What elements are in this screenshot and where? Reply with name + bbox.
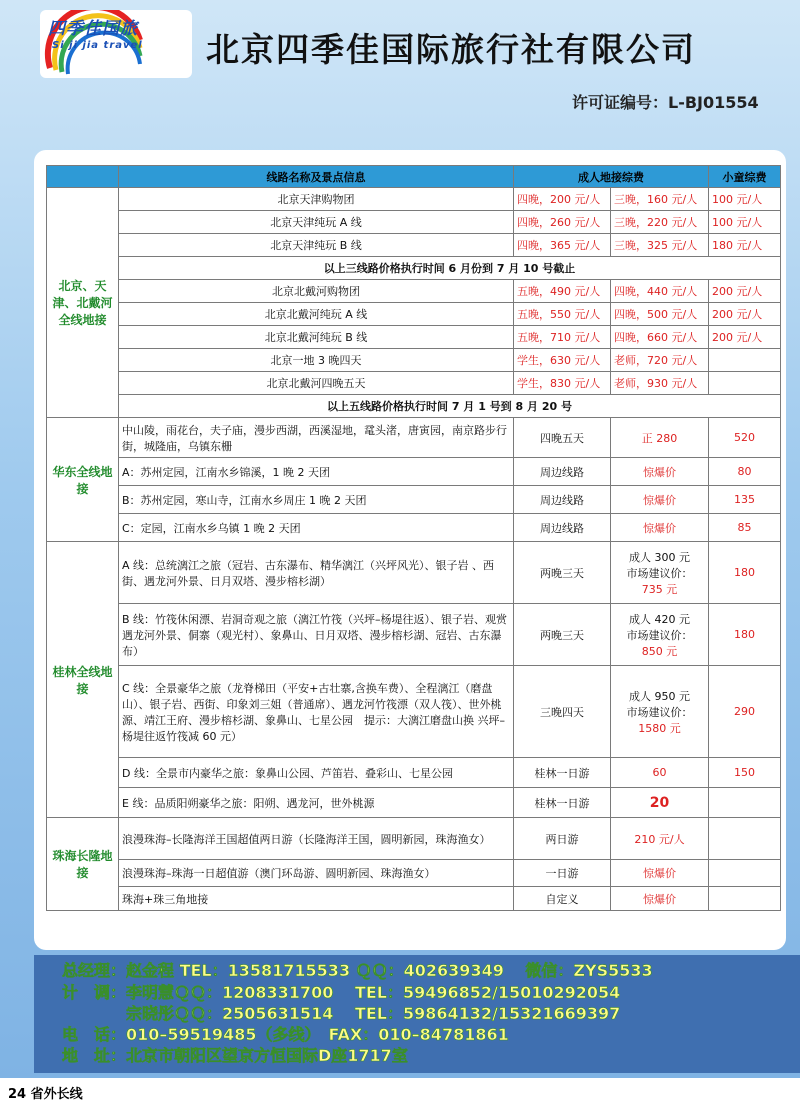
contact-planner-2: 宗晓彤ＱＱ：2505631514 TEL：59864132/15321669397 bbox=[62, 1004, 621, 1023]
child-price bbox=[709, 860, 781, 887]
header-adult: 成人地接综费 bbox=[514, 166, 709, 188]
adult-price: 三晚，160 元/人 bbox=[611, 188, 709, 211]
route-name: 北京一地 3 晚四天 bbox=[119, 349, 514, 372]
table-row bbox=[47, 758, 781, 788]
market-price: 735 元 bbox=[641, 582, 678, 596]
route-desc: 浪漫珠海–长隆海洋王国超值两日游（长隆海洋王国，圆明新园，珠海渔女） bbox=[119, 818, 514, 860]
table-header-row bbox=[47, 166, 781, 188]
adult-price: 四晚，260 元/人 bbox=[514, 211, 611, 234]
region-huadong: 华东全线地接 bbox=[47, 418, 119, 542]
table-row bbox=[47, 280, 781, 303]
adult-price: 60 bbox=[611, 758, 709, 788]
route-days: 周边线路 bbox=[514, 514, 611, 542]
route-desc: A：苏州定园，江南水乡锦溪，1 晚 2 天团 bbox=[119, 458, 514, 486]
adult-price: 老师，720 元/人 bbox=[611, 349, 709, 372]
route-days: 三晚四天 bbox=[514, 666, 611, 758]
adult-price-main: 成人 300 元 bbox=[629, 550, 690, 564]
logo-subtext: Si ji jia travel bbox=[52, 40, 143, 51]
table-row bbox=[47, 418, 781, 458]
contact-manager: 总经理：赵金程 TEL：13581715533 ＱＱ：402639349 微信：ZYS5533 bbox=[62, 961, 653, 980]
market-price-label: 市场建议价： bbox=[626, 705, 693, 719]
adult-price: 210 元/人 bbox=[611, 818, 709, 860]
price-note: 以上三线路价格执行时间 6 月份到 7 月 10 号截止 bbox=[119, 257, 781, 280]
child-price: 200 元/人 bbox=[709, 303, 781, 326]
route-days: 一日游 bbox=[514, 860, 611, 887]
adult-price bbox=[611, 542, 709, 604]
adult-price: 老师，930 元/人 bbox=[611, 372, 709, 395]
route-name: 北京北戴河四晚五天 bbox=[119, 372, 514, 395]
price-note: 以上五线路价格执行时间 7 月 1 号到 8 月 20 号 bbox=[119, 395, 781, 418]
child-price bbox=[709, 788, 781, 818]
adult-price: 惊爆价 bbox=[611, 514, 709, 542]
child-price: 200 元/人 bbox=[709, 280, 781, 303]
region-beijing: 北京、天津、北戴河全线地接 bbox=[47, 188, 119, 418]
contact-address: 地 址：北京市朝阳区望京方恒国际D座1717室 bbox=[62, 1046, 408, 1065]
child-price: 290 bbox=[709, 666, 781, 758]
child-price: 200 元/人 bbox=[709, 326, 781, 349]
market-price-label: 市场建议价： bbox=[626, 566, 693, 580]
adult-price: 惊爆价 bbox=[611, 486, 709, 514]
route-desc: 浪漫珠海–珠海一日超值游（澳门环岛游、圆明新园、珠海渔女） bbox=[119, 860, 514, 887]
table-row bbox=[47, 818, 781, 860]
contact-phone: 电 话：010–59519485（多线） FAX：010–84781861 bbox=[62, 1025, 509, 1044]
child-price bbox=[709, 818, 781, 860]
adult-price: 四晚，500 元/人 bbox=[611, 303, 709, 326]
child-price: 520 bbox=[709, 418, 781, 458]
route-name: 北京天津纯玩 B 线 bbox=[119, 234, 514, 257]
route-days: 桂林一日游 bbox=[514, 788, 611, 818]
header-child: 小童综费 bbox=[709, 166, 781, 188]
route-name: 北京北戴河纯玩 A 线 bbox=[119, 303, 514, 326]
route-days: 周边线路 bbox=[514, 458, 611, 486]
adult-price: 学生，630 元/人 bbox=[514, 349, 611, 372]
route-name: 北京北戴河购物团 bbox=[119, 280, 514, 303]
adult-price: 五晚，550 元/人 bbox=[514, 303, 611, 326]
route-days: 两日游 bbox=[514, 818, 611, 860]
contact-planner-1: 计 调：李明慧ＱＱ：1208331700 TEL：59496852/15010292054 bbox=[62, 983, 621, 1002]
adult-price: 五晚，490 元/人 bbox=[514, 280, 611, 303]
child-price: 85 bbox=[709, 514, 781, 542]
page-footer-bar bbox=[0, 1080, 800, 1100]
table-row bbox=[47, 458, 781, 486]
header bbox=[0, 0, 800, 150]
adult-price: 惊爆价 bbox=[611, 458, 709, 486]
page-label: 24 省外长线 bbox=[8, 1087, 83, 1100]
adult-price bbox=[611, 604, 709, 666]
child-price bbox=[709, 372, 781, 395]
route-desc: A 线：总统漓江之旅（冠岩、古东瀑布、精华漓江（兴坪风光）、银子岩 、西街、遇龙河外景、日月双塔、漫步榕杉湖） bbox=[119, 542, 514, 604]
table-row bbox=[47, 542, 781, 604]
market-price: 1580 元 bbox=[638, 721, 681, 735]
adult-price: 学生，830 元/人 bbox=[514, 372, 611, 395]
child-price: 135 bbox=[709, 486, 781, 514]
route-days: 两晚三天 bbox=[514, 604, 611, 666]
license-number: 许可证编号：L-BJ01554 bbox=[572, 93, 759, 112]
child-price: 150 bbox=[709, 758, 781, 788]
table-row bbox=[47, 666, 781, 758]
table-row bbox=[47, 326, 781, 349]
child-price: 180 元/人 bbox=[709, 234, 781, 257]
route-days: 两晚三天 bbox=[514, 542, 611, 604]
child-price: 80 bbox=[709, 458, 781, 486]
route-days: 四晚五天 bbox=[514, 418, 611, 458]
route-name: 北京北戴河纯玩 B 线 bbox=[119, 326, 514, 349]
price-table bbox=[46, 165, 781, 911]
region-guilin: 桂林全线地接 bbox=[47, 542, 119, 818]
adult-price: 三晚，325 元/人 bbox=[611, 234, 709, 257]
adult-price: 20 bbox=[611, 788, 709, 818]
table-row bbox=[47, 887, 781, 911]
table-row bbox=[47, 604, 781, 666]
note-row bbox=[47, 257, 781, 280]
table-row bbox=[47, 303, 781, 326]
table-row bbox=[47, 188, 781, 211]
market-price-label: 市场建议价： bbox=[626, 628, 693, 642]
table-row bbox=[47, 486, 781, 514]
table-row bbox=[47, 234, 781, 257]
note-row bbox=[47, 395, 781, 418]
table-row bbox=[47, 788, 781, 818]
route-desc: B 线：竹筏休闲漂、岩洞奇观之旅（漓江竹筏（兴坪–杨堤往返）、银子岩、观赏遇龙河外景、侗寨（观光村）、象鼻山、日月双塔、漫步榕杉湖、冠岩、古东瀑布） bbox=[119, 604, 514, 666]
child-price: 180 bbox=[709, 542, 781, 604]
route-days: 桂林一日游 bbox=[514, 758, 611, 788]
adult-price: 惊爆价 bbox=[611, 887, 709, 911]
adult-price: 惊爆价 bbox=[611, 860, 709, 887]
market-price: 850 元 bbox=[641, 644, 678, 658]
adult-price-main: 成人 950 元 bbox=[629, 689, 690, 703]
route-desc: C 线：全景豪华之旅（龙脊梯田（平安+古壮寨,含换车费）、全程漓江（磨盘山）、银子岩、西街、印象刘三姐（普通席）、遇龙河竹筏漂（双人筏）、世外桃源、靖江王府、漫步榕杉湖、象鼻山、七星公园 提示：大漓江磨盘山换 兴坪–杨堤往返竹筏减 60 元） bbox=[119, 666, 514, 758]
route-days: 周边线路 bbox=[514, 486, 611, 514]
route-name: 北京天津纯玩 A 线 bbox=[119, 211, 514, 234]
route-desc: C：定园，江南水乡乌镇 1 晚 2 天团 bbox=[119, 514, 514, 542]
route-desc: 珠海+珠三角地接 bbox=[119, 887, 514, 911]
table-row bbox=[47, 860, 781, 887]
table-row bbox=[47, 514, 781, 542]
child-price bbox=[709, 349, 781, 372]
child-price bbox=[709, 887, 781, 911]
adult-price-main: 成人 420 元 bbox=[629, 612, 690, 626]
route-desc: 中山陵，雨花台，夫子庙，漫步西湖，西溪湿地，鼋头渚，唐寅园，南京路步行街，城隆庙，乌镇东栅 bbox=[119, 418, 514, 458]
table-row bbox=[47, 372, 781, 395]
adult-price: 四晚，365 元/人 bbox=[514, 234, 611, 257]
adult-price: 四晚，440 元/人 bbox=[611, 280, 709, 303]
region-zhuhai: 珠海长隆地接 bbox=[47, 818, 119, 911]
logo-text: 四季佳国旅 bbox=[48, 19, 138, 39]
adult-price: 四晚，200 元/人 bbox=[514, 188, 611, 211]
company-name: 北京四季佳国际旅行社有限公司 bbox=[206, 30, 696, 69]
child-price: 100 元/人 bbox=[709, 188, 781, 211]
adult-price: 五晚，710 元/人 bbox=[514, 326, 611, 349]
child-price: 180 bbox=[709, 604, 781, 666]
table-row bbox=[47, 349, 781, 372]
adult-price: 三晚，220 元/人 bbox=[611, 211, 709, 234]
route-days: 自定义 bbox=[514, 887, 611, 911]
table-row bbox=[47, 211, 781, 234]
route-desc: D 线：全景市内豪华之旅：象鼻山公园、芦笛岩、叠彩山、七星公园 bbox=[119, 758, 514, 788]
route-desc: B：苏州定园，寒山寺，江南水乡周庄 1 晚 2 天团 bbox=[119, 486, 514, 514]
route-desc: E 线：品质阳朔豪华之旅：阳朔、遇龙河，世外桃源 bbox=[119, 788, 514, 818]
child-price: 100 元/人 bbox=[709, 211, 781, 234]
header-route: 线路名称及景点信息 bbox=[119, 166, 514, 188]
adult-price bbox=[611, 666, 709, 758]
adult-price: 正 280 bbox=[611, 418, 709, 458]
route-name: 北京天津购物团 bbox=[119, 188, 514, 211]
adult-price: 四晚，660 元/人 bbox=[611, 326, 709, 349]
